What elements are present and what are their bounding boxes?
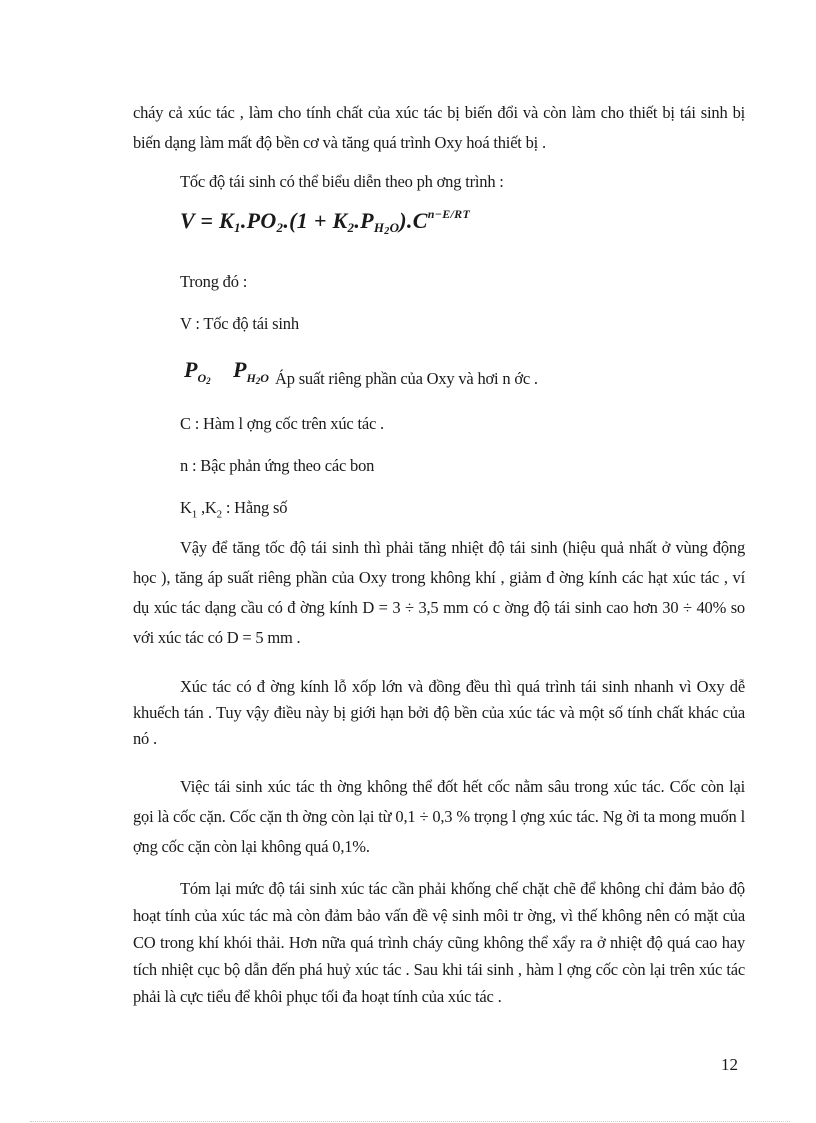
definition-n: n : Bậc phản ứng theo các bon [180, 456, 375, 475]
paragraph-conclusion: Tóm lại mức độ tái sinh xúc tác cần phải khống chế chặt chẽ để không chỉ đảm bảo độ hoạt tính của xúc tác mà còn đảm bảo vấn đề vệ sinh môi tr ờng, vì thế không nên có mặt của CO trong khí khói thải. Hơn nữa quá trình cháy cũng không thể xẩy ra ở nhiệt độ quá cao hay tích nhiệt cục bộ dẫn đến phá huỷ xúc tác . Sau khi tái sinh , hàm l ợng cốc còn lại trên xúc tác phải là cực tiểu để khôi phục tối đa hoạt tính của xúc tác . [133, 879, 745, 1006]
paragraph-pore-diameter: Xúc tác có đ ờng kính lỗ xốp lớn và đồng đều thì quá trình tái sinh nhanh vì Oxy dễ khuếch tán . Tuy vậy điều này bị giới hạn bởi độ bền của xúc tác và một số tính chất khác của nó . [133, 677, 745, 748]
regeneration-rate-formula: $V = K_1.PO_2.(1 + K_2.P_{H_2O}).C^{n-E/RT}$ [180, 207, 471, 237]
symbol-p-h2o: $P_{H_2O}$ [233, 357, 269, 386]
definition-k: $K_1$ $,K_2$ : Hằng số [180, 498, 288, 521]
page-number: 12 [721, 1055, 738, 1074]
paragraph-continued: cháy cả xúc tác , làm cho tính chất của xúc tác bị biến đổi và còn làm cho thiết bị tái sinh bị biến dạng làm mất độ bền cơ và tăng quá trình Oxy hoá thiết bị . [133, 103, 745, 152]
definition-c: C : Hàm l ợng cốc trên xúc tác . [180, 414, 384, 433]
paragraph-increase-rate: Vậy để tăng tốc độ tái sinh thì phải tăng nhiệt độ tái sinh (hiệu quả nhất ở vùng động học ), tăng áp suất riêng phần của Oxy trong không khí , giảm đ ờng kính các hạt xúc tác , ví dụ xúc tác dạng cầu có đ ờng kính D = 3 ÷ 3,5 mm có c ờng độ tái sinh cao hơn 30 ÷ 40% so với xúc tác có D = 5 mm . [133, 538, 745, 647]
page-bottom-rule [30, 1121, 790, 1122]
where-label: Trong đó : [180, 272, 248, 291]
symbol-p-o2: $P_{O_2}$ [184, 357, 211, 386]
formula-intro: Tốc độ tái sinh có thể biểu diễn theo ph ơng trình : [180, 172, 504, 191]
paragraph-residual-coke: Việc tái sinh xúc tác th ờng không thể đốt hết cốc nằm sâu trong xúc tác. Cốc còn lại gọi là cốc cặn. Cốc cặn th ờng còn lại từ 0,1 ÷ 0,3 % trọng l ợng xúc tác. Ng ời ta mong muốn l ợng cốc cặn còn lại không quá 0,1%. [133, 777, 745, 856]
definition-partial-pressure: Áp suất riêng phần của Oxy và hơi n ớc . [275, 369, 538, 388]
definition-v: V : Tốc độ tái sinh [180, 314, 299, 333]
